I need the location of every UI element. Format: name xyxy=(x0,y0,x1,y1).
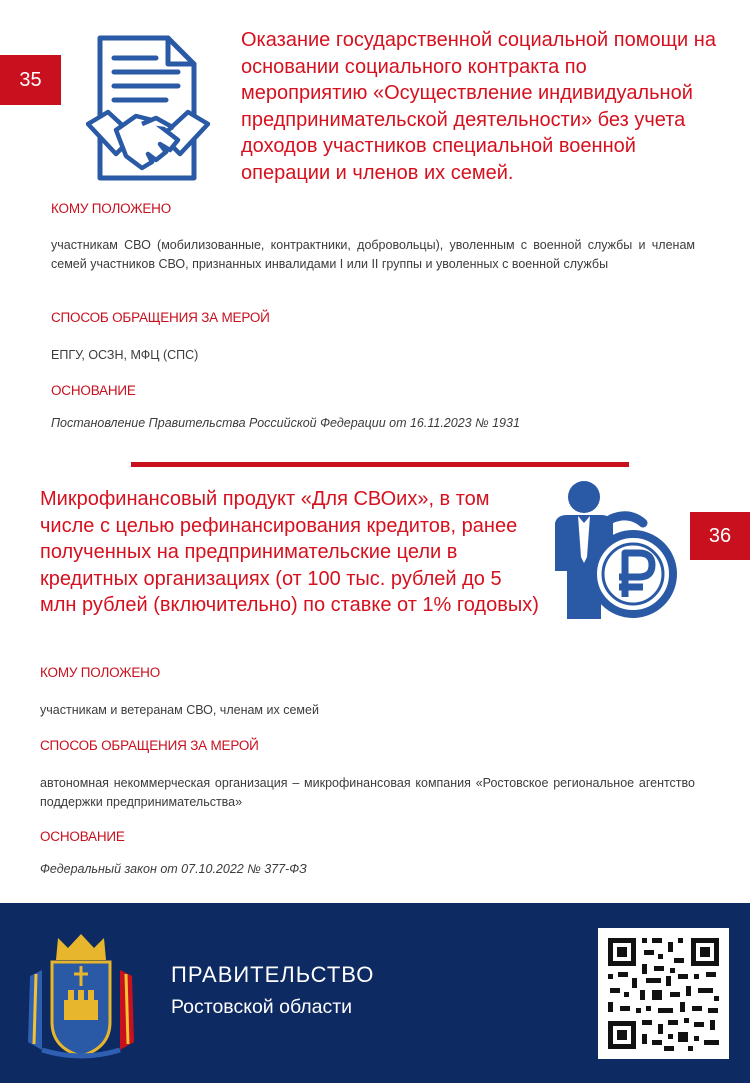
section-divider xyxy=(131,462,629,467)
basis-text: Федеральный закон от 07.10.2022 № 377-ФЗ xyxy=(40,862,307,876)
businessman-ruble-icon xyxy=(551,479,677,621)
org-subtitle: Ростовской области xyxy=(171,996,353,1018)
rostov-coat-of-arms-icon xyxy=(22,930,140,1060)
org-title: ПРАВИТЕЛЬСТВО xyxy=(171,962,375,987)
basis-label: ОСНОВАНИЕ xyxy=(51,383,136,398)
method-text: автономная некоммерческая организация – микрофинансовая компания «Ростовское региональное агентство поддержки предпринимательства» xyxy=(40,776,695,809)
method-label: СПОСОБ ОБРАЩЕНИЯ ЗА МЕРОЙ xyxy=(51,310,270,325)
method-text: ЕПГУ, ОСЗН, МФЦ (СПС) xyxy=(51,348,199,362)
method-label: СПОСОБ ОБРАЩЕНИЯ ЗА МЕРОЙ xyxy=(40,738,259,753)
eligibility-text: участникам и ветеранам СВО, членам их семей xyxy=(40,703,319,717)
item-number-badge: 36 xyxy=(690,512,750,560)
contract-handshake-icon xyxy=(86,32,210,182)
qr-code-icon[interactable] xyxy=(598,928,729,1059)
eligibility-label: КОМУ ПОЛОЖЕНО xyxy=(40,665,161,680)
basis-text: Постановление Правительства Российской Федерации от 16.11.2023 № 1931 xyxy=(51,416,520,430)
eligibility-text: участникам СВО (мобилизованные, контрактники, добровольцы), уволенным с военной службы и членам семей участников СВО, признанных инвалидами I или II группы и уволенных с военной службы xyxy=(51,238,695,271)
section-title: Микрофинансовый продукт «Для СВОих», в том числе с целью рефинансирования кредитов, ранее полученных на предпринимательские цели в кредитных организациях (от 100 тыс. рублей до 5 млн рублей (включительно) по ставке от 1% годовых) xyxy=(40,488,539,617)
item-number-badge: 35 xyxy=(0,55,61,105)
section-title: Оказание государственной социальной помощи на основании социального контракта по мероприятию «Осуществление индивидуальной предпринимательской деятельности» без учета доходов участников специальной военной операции и членов их семей. xyxy=(241,29,716,184)
eligibility-label: КОМУ ПОЛОЖЕНО xyxy=(51,201,172,216)
basis-label: ОСНОВАНИЕ xyxy=(40,829,125,844)
